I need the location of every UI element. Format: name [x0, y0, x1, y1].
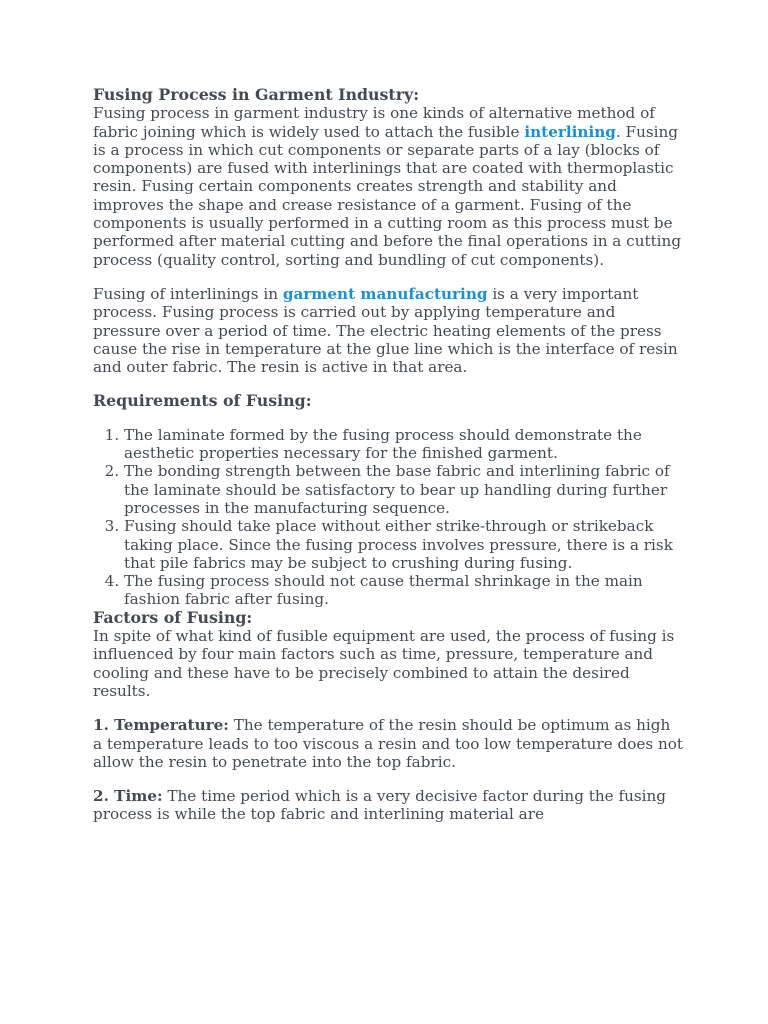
- time-paragraph: [93, 787, 683, 824]
- factors-heading: Factors of Fusing:: [93, 607, 253, 627]
- time-label: 2. Time:: [93, 787, 163, 806]
- temperature-paragraph: [93, 716, 683, 771]
- intro-paragraph: [93, 104, 683, 269]
- article-title: Fusing Process in Garment Industry:: [93, 85, 420, 104]
- intro-text-2: . Fusing is a process in which cut components or separate parts of a lay (blocks of components) are fused with interlinings that are coated with thermoplastic resin. Fusing certain components creates strength and stability and improves the shape and crease resistance of a garment. Fusing of the components is usually performed in a cutting room as this process must be performed after material cutting and before the final operations in a cutting process (quality control, sorting and bundling of cut components).: [93, 122, 682, 269]
- requirement-item: 1. The laminate formed by the fusing process should demonstrate the aesthetic properties necessary for the finished garment.: [124, 426, 683, 463]
- requirements-list: [93, 426, 683, 609]
- temperature-text: The temperature of the resin should be optimum as high a temperature leads to too viscous a resin and too low temperature does not allow the resin to penetrate into the top fabric.: [93, 716, 683, 771]
- factors-intro: In spite of what kind of fusible equipment are used, the process of fusing is influenced by four main factors such as time, pressure, temperature and cooling and these have to be precisely combined to attain the desired results.: [93, 627, 675, 700]
- requirement-item: 3. Fusing should take place without either strike-through or strikeback taking place. Since the fusing process involves pressure, there is a risk that pile fabrics may be subject to crushing during fusing.: [124, 517, 683, 572]
- second-text-1: Fusing of interlinings in: [93, 284, 283, 303]
- requirements-heading: Requirements of Fusing:: [93, 391, 312, 411]
- time-text: The time period which is a very decisive factor during the fusing process is while the top fabric and interlining material are: [93, 787, 667, 824]
- temperature-label: 1. Temperature:: [93, 716, 229, 735]
- requirement-item: 2. The bonding strength between the base fabric and interlining fabric of the laminate should be satisfactory to bear up handling during further processes in the manufacturing sequence.: [124, 462, 683, 517]
- second-paragraph: [93, 285, 683, 376]
- article-body: [93, 86, 683, 824]
- interlining-link[interactable]: interlining: [524, 122, 616, 141]
- intro-text-1: Fusing process in garment industry is one kinds of alternative method of fabric joining which is widely used to attach the fusible: [93, 104, 655, 141]
- requirement-item: 4. The fusing process should not cause thermal shrinkage in the main fashion fabric after fusing.: [124, 572, 683, 609]
- second-text-2: is a very important process. Fusing process is carried out by applying temperature and pressure over a period of time. The electric heating elements of the press cause the rise in temperature at the glue line which is the interface of resin and outer fabric. The resin is active in that area.: [93, 284, 678, 377]
- garment-manufacturing-link[interactable]: garment manufacturing: [282, 284, 488, 303]
